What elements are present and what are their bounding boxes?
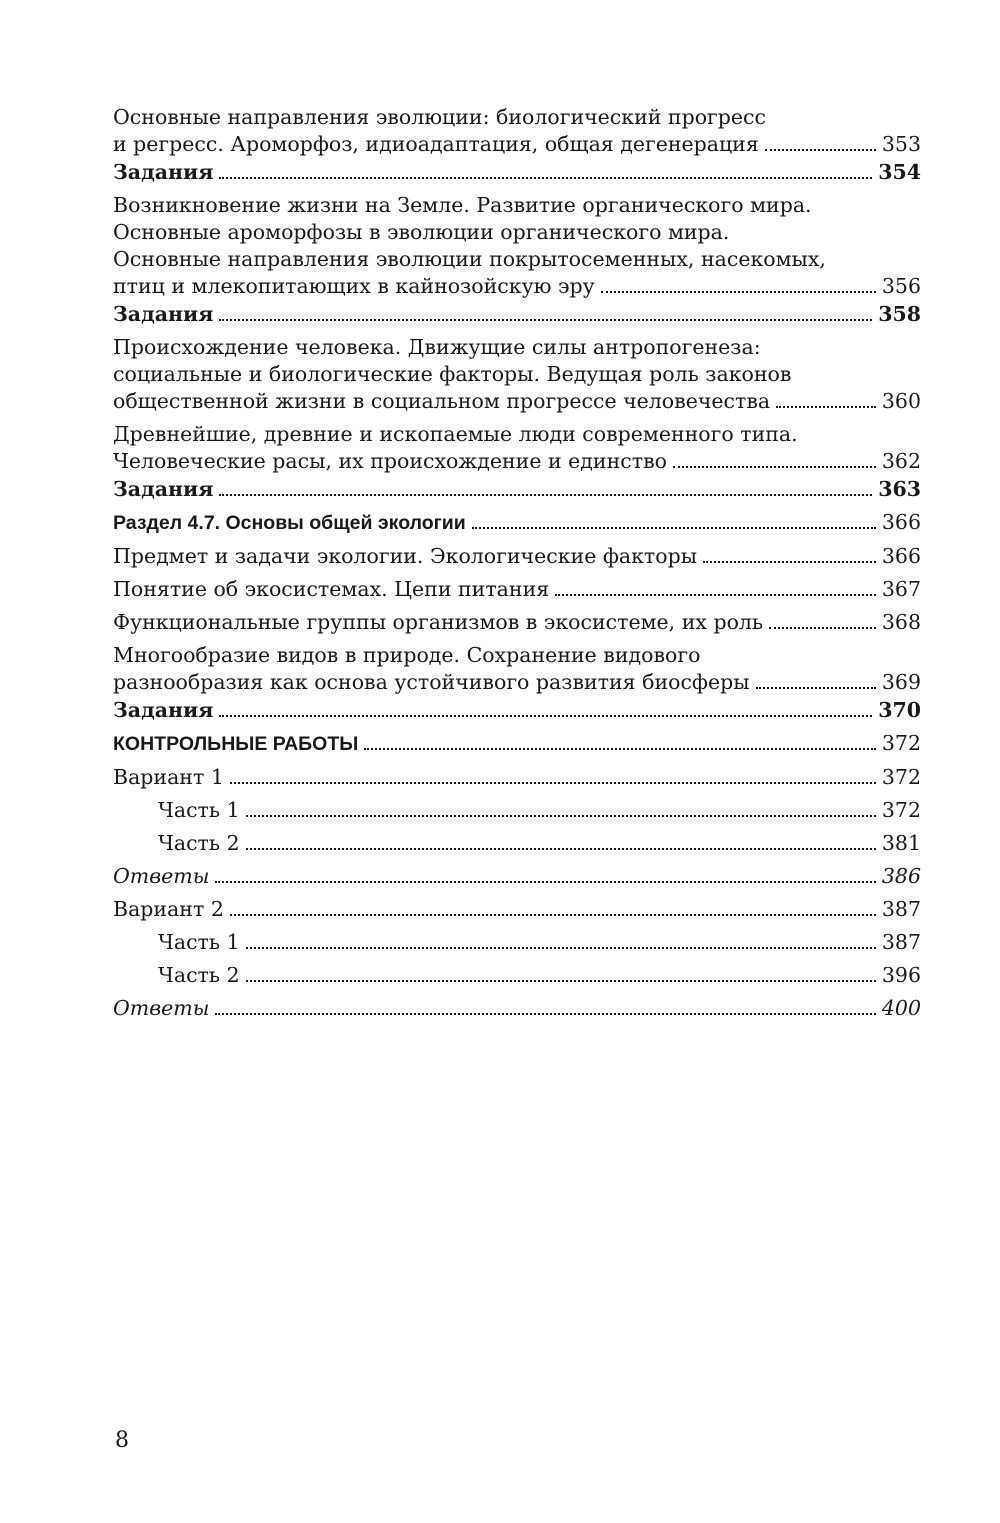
toc-entry-text-line: Основные направления эволюции покрытосеменных, насекомых, — [113, 247, 826, 271]
toc-entry-text-line: Возникновение жизни на Земле. Развитие органического мира. — [113, 193, 812, 217]
toc-entry-title: Функциональные группы организмов в экосистеме, их роль — [113, 610, 764, 634]
toc-page-number: 381 — [881, 831, 921, 855]
toc-entry — [113, 421, 921, 475]
toc-entry-last-line — [113, 929, 921, 956]
toc-entry-text-line: Основные ароморфозы в эволюции органического мира. — [113, 220, 730, 244]
toc-entry-title: Часть 1 — [158, 930, 240, 954]
toc-page-number: 366 — [881, 510, 921, 534]
toc-entry-title: разнообразия как основа устойчивого развития биосферы — [113, 670, 750, 694]
toc-page-number: 387 — [881, 930, 921, 954]
toc-entry — [113, 192, 921, 300]
dot-leader — [246, 815, 876, 817]
toc-page-number: 372 — [881, 798, 921, 822]
toc-entry-title: общественной жизни в социальном прогрессе человечества — [113, 389, 771, 413]
toc-entry-text-line: Древнейшие, древние и ископаемые люди современного типа. — [113, 422, 798, 446]
toc-entry — [113, 797, 921, 824]
toc-entry — [113, 104, 921, 158]
toc-entry — [113, 509, 921, 537]
toc-page-number: 363 — [878, 477, 921, 501]
dot-leader — [472, 527, 876, 529]
dot-leader — [364, 748, 876, 750]
toc-entry — [113, 697, 921, 724]
toc-entry — [113, 863, 921, 890]
dot-leader — [219, 715, 872, 717]
toc-entry-title: Задания — [113, 477, 214, 501]
toc-entry-text-line: Происхождение человека. Движущие силы антропогенеза: — [113, 335, 761, 359]
toc-page-number: 366 — [881, 544, 921, 568]
toc-entry-last-line — [113, 609, 921, 636]
toc-entry-last-line — [113, 448, 921, 475]
toc-entry-last-line — [113, 131, 921, 158]
toc-entry — [113, 995, 921, 1022]
toc-entry-last-line — [113, 388, 921, 415]
dot-leader — [219, 177, 872, 179]
toc-entry — [113, 642, 921, 696]
toc-entry-last-line — [113, 830, 921, 857]
dot-leader — [555, 594, 876, 596]
toc-entry — [113, 609, 921, 636]
toc-entry-text-line: Многообразие видов в природе. Сохранение видового — [113, 643, 701, 667]
toc-entry-last-line — [113, 301, 921, 328]
toc-entry-last-line — [113, 273, 921, 300]
toc-page-number: 372 — [881, 765, 921, 789]
toc-entry — [113, 476, 921, 503]
toc-entry-title: Задания — [113, 160, 214, 184]
toc-entry-title: Раздел 4.7. Основы общей экологии — [113, 512, 466, 534]
toc-entry — [113, 576, 921, 603]
toc-entry — [113, 929, 921, 956]
dot-leader — [219, 494, 872, 496]
toc-entry-last-line — [113, 863, 921, 890]
toc-entry-title: птиц и млекопитающих в кайнозойскую эру — [113, 274, 595, 298]
dot-leader — [215, 1013, 875, 1015]
toc-page-number: 400 — [881, 996, 921, 1020]
dot-leader — [219, 319, 872, 321]
dot-leader — [246, 848, 876, 850]
toc-page-number: 369 — [881, 670, 921, 694]
toc-entry-title: Вариант 2 — [113, 897, 224, 921]
toc-entry-last-line — [113, 797, 921, 824]
dot-leader — [230, 782, 876, 784]
toc-entry — [113, 764, 921, 791]
toc-entry-title: КОНТРОЛЬНЫЕ РАБОТЫ — [113, 733, 359, 755]
toc-entry-last-line — [113, 697, 921, 724]
toc-page-number: 368 — [881, 610, 921, 634]
dot-leader — [246, 947, 876, 949]
toc-entry-last-line — [113, 509, 921, 537]
dot-leader — [765, 149, 876, 151]
toc-entry — [113, 830, 921, 857]
toc-entry-title: Часть 1 — [158, 798, 240, 822]
toc-page-number: 372 — [881, 731, 921, 755]
toc-entry-last-line — [113, 962, 921, 989]
dot-leader — [246, 980, 876, 982]
toc-entry-title: Часть 2 — [158, 963, 240, 987]
toc-entry-title: Задания — [113, 698, 214, 722]
toc-entry-last-line — [113, 159, 921, 186]
toc-page-number: 396 — [881, 963, 921, 987]
toc-entry-last-line — [113, 543, 921, 570]
toc-page-number: 354 — [878, 160, 921, 184]
toc-entry-last-line — [113, 576, 921, 603]
toc-entry-title: Понятие об экосистемах. Цепи питания — [113, 577, 550, 601]
toc-entry — [113, 962, 921, 989]
toc-entry — [113, 334, 921, 415]
dot-leader — [703, 561, 876, 563]
dot-leader — [215, 881, 875, 883]
toc-entry — [113, 730, 921, 758]
toc-page-number: 367 — [881, 577, 921, 601]
toc-entry-title: Вариант 1 — [113, 765, 224, 789]
toc-entry-title: Предмет и задачи экологии. Экологические факторы — [113, 544, 698, 568]
toc-entry-title: Задания — [113, 302, 214, 326]
page-number: 8 — [115, 1428, 129, 1453]
dot-leader — [230, 914, 876, 916]
toc-entry-last-line — [113, 730, 921, 758]
toc-page-number: 362 — [881, 449, 921, 473]
toc-entry-last-line — [113, 476, 921, 503]
toc-entry — [113, 159, 921, 186]
toc-entry-last-line — [113, 669, 921, 696]
toc-entry-text-line: Основные направления эволюции: биологический прогресс — [113, 105, 767, 129]
table-of-contents — [113, 104, 921, 1028]
toc-entry — [113, 543, 921, 570]
toc-page-number: 358 — [878, 302, 921, 326]
toc-page-number: 386 — [881, 864, 921, 888]
dot-leader — [601, 291, 876, 293]
toc-page-number: 370 — [878, 698, 921, 722]
toc-entry-title: Человеческие расы, их происхождение и единство — [113, 449, 667, 473]
dot-leader — [769, 627, 876, 629]
toc-entry-text-line: социальные и биологические факторы. Ведущая роль законов — [113, 362, 792, 386]
toc-page-number: 353 — [881, 132, 921, 156]
toc-entry — [113, 896, 921, 923]
toc-entry-last-line — [113, 896, 921, 923]
toc-entry-last-line — [113, 995, 921, 1022]
toc-entry-title: Ответы — [113, 864, 210, 888]
toc-page-number: 356 — [881, 274, 921, 298]
dot-leader — [673, 466, 876, 468]
toc-page-number: 360 — [881, 389, 921, 413]
toc-entry — [113, 301, 921, 328]
toc-entry-title: Часть 2 — [158, 831, 240, 855]
toc-entry-title: и регресс. Ароморфоз, идиоадаптация, общая дегенерация — [113, 132, 759, 156]
dot-leader — [776, 406, 876, 408]
toc-page-number: 387 — [881, 897, 921, 921]
toc-entry-last-line — [113, 764, 921, 791]
dot-leader — [756, 687, 876, 689]
toc-entry-title: Ответы — [113, 996, 210, 1020]
